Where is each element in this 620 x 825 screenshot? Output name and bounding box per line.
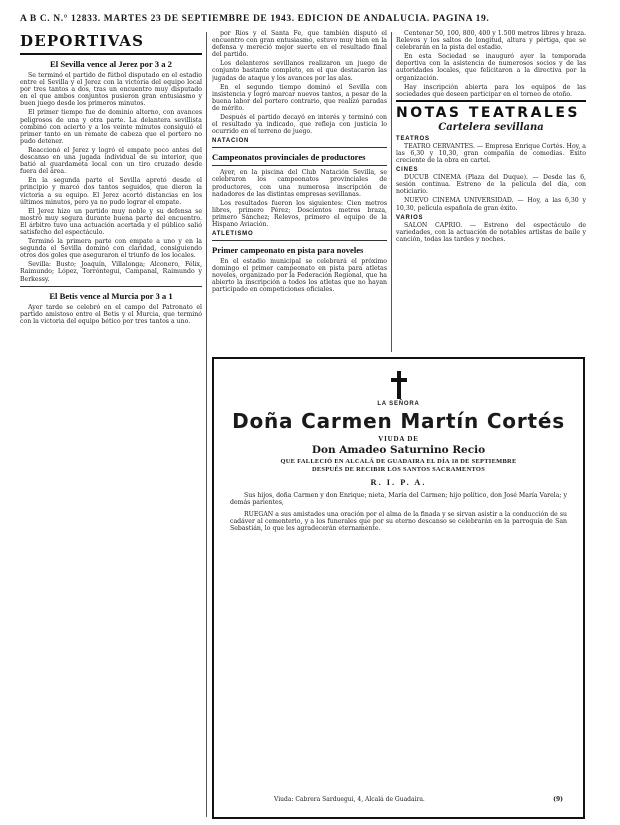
article-paragraph: Después el partido decayó en interés y terminó con el resultado ya indicado, que refleja con justicia lo ocurrido en el terreno de juego. [212, 114, 387, 136]
notice-code: (9) [553, 796, 563, 803]
divider [20, 286, 202, 287]
article-paragraph: Reaccionó el Jerez y logró el empate poco antes del descanso en una jugada individual de su interior, que batió al guardameta local con un tiro cruzado desde fuera del área. [20, 146, 202, 176]
article-paragraph: En el segundo tiempo dominó el Sevilla con insistencia y logró marcar nuevos tantos, a pesar de la buena labor del portero contrario, que realizó paradas de mérito. [212, 83, 387, 112]
category-label: VARIOS [396, 214, 424, 221]
article-paragraph: Ayer tarde se celebró en el campo del Patronato el partido amistoso entre el Betis y el Murcia, que terminó con la victoria del equipo bético por tres tantos a uno. [20, 303, 202, 325]
notice-sacraments-line: DESPUÉS DE RECIBIR LOS SANTOS SACRAMENTOS [311, 466, 486, 473]
section-title: DEPORTIVAS [20, 32, 145, 50]
category-label: TEATROS [396, 135, 430, 142]
article-paragraph: Ayer, en la piscina del Club Natación Sevilla, se celebraron los campeonatos provinciales de productores, con una numerosa inscripción de nadadores de las distintas empresas sevillanas. [212, 169, 387, 198]
notice-intro: LA SEÑORA [377, 401, 420, 407]
article-paragraph: Centenar 50, 100, 800, 400 y 1.500 metros libres y braza. Relevos y los saltos de longitud, altura y pértiga, que se celebrarán en la pista del estadio. [396, 30, 586, 52]
rubric-label: ATLETISMO [212, 231, 254, 238]
category-label: CINES [396, 167, 419, 174]
husband-name: Don Amadeo Saturnino Recio [311, 444, 486, 456]
article-paragraph: por Ríos y el Santa Fe, que también disputó el encuentro con gran entusiasmo, estuvo muy bien en la defensa y mereció mejor suerte en el resultado final del partido. [212, 30, 387, 59]
article-headline: El Betis vence al Murcia por 3 a 1 [49, 290, 173, 301]
divider [212, 240, 387, 241]
article-paragraph: Los resultados fueron los siguientes: Cien metros libres, primero Pérez; Doscientos metros braza, primero Sánchez; Relevos, primero el equipo de la Hispano Aviación. [212, 199, 387, 228]
article-paragraph: Hay inscripción abierta para los equipos de las sociedades que deseen participar en el torneo de otoño. [396, 83, 586, 98]
section-subtitle: Cartelera sevillana [438, 121, 544, 133]
article-paragraph: Sevilla: Busto; Joaquín, Villalonga; Alconero, Félix, Raimundo; López, Torróntegui, Campanal, Raimundo y Berkessy. [20, 261, 202, 283]
notice-death-line: QUE FALLECIÓ EN ALCALÁ DE GUADAIRA EL DÍA 18 DE SEPTIEMBRE [280, 458, 517, 465]
section-title: NOTAS TEATRALES [396, 104, 580, 121]
listing-entry: NUEVO CINEMA UNIVERSIDAD. — Hoy, a las 6,30 y 10,30, película española de gran éxito. [396, 197, 586, 212]
article-paragraph: En el estadio municipal se celebrará el próximo domingo el primer campeonato en pista para atletas noveles, organizado por la Federación Regional, que ha abierto la inscripción a todos los atletas que no hayan participado en competiciones oficiales. [212, 258, 387, 294]
article-paragraph: El primer tiempo fue de dominio alterno, con avances peligrosos de una y otra parte. La delantera sevillista combinó con acierto y a los veinte minutos consiguió el primer tanto en un remate de cabeza que el portero no pudo detener. [20, 109, 202, 145]
article-paragraph: En la segunda parte el Sevilla apretó desde el principio y marcó dos tantos seguidos, que dieron la victoria a su equipo. El Jerez acortó distancias en los últimos minutos, pero ya no pudo lograr el empate. [20, 177, 202, 206]
article-headline: Campeonatos provinciales de productores [212, 152, 366, 163]
theatre-column [396, 30, 586, 352]
cross-icon [389, 371, 409, 399]
sports-column [20, 30, 202, 820]
listing-entry: TEATRO CERVANTES. — Empresa Enrique Cortés. Hoy, a las 6,30 y 10,30, gran compañía de comedias. Éxito creciente de la obra en cartel. [396, 142, 586, 165]
article-paragraph: El Jerez hizo un partido muy noble y su defensa se mostró muy segura durante buena parte del encuentro. El árbitro tuvo una actuación acertada y el público salió satisfecho del espectáculo. [20, 207, 202, 236]
rubric-label: NATACION [212, 138, 250, 145]
column-rule [206, 32, 207, 817]
divider [212, 147, 387, 148]
sports-column-2 [212, 30, 387, 352]
divider [212, 165, 387, 166]
article-paragraph: En esta Sociedad se inauguró ayer la temporada deportiva con la asistencia de numerosos socios y de las autoridades locales, que felicitaron a la directiva por la organización. [396, 53, 586, 82]
article-headline: El Sevilla vence al Jerez por 3 a 2 [50, 59, 172, 69]
notice-rip: R. I. P. A. [370, 478, 427, 487]
notice-address: Viuda: Cabrera Sarduegui, 4, Alcalá de Guadaira. [274, 796, 425, 803]
notice-widow-label: VIUDA DE [378, 435, 419, 443]
article-paragraph: Terminó la primera parte con empate a uno y en la segunda el Sevilla dominó con claridad, consiguiendo otros dos goles que aseguraron el triunfo de los locales. [20, 238, 202, 260]
listing-entry: DUCUB CINEMA (Plaza del Duque). — Desde las 6, sesión continua. Estreno de la película del día, con noticiario. [396, 174, 586, 196]
notice-request: RUEGAN a sus amistades una oración por el alma de la finada y se sirvan asistir a la conducción de su cadáver al cementerio, y a los funerales que por su eterno descanso se celebrarán en la parroquia de San Sebastián, lo que les agradecerán eternamente. [230, 510, 567, 533]
divider [396, 100, 586, 102]
article-paragraph: Se terminó el partido de fútbol disputado en el estadio entre el Sevilla y el Jerez con la victoria del equipo local por tres tantos a dos, tras un encuentro muy disputado en el que ambos conjuntos pusieron gran entusiasmo y buen juego desde los primeros minutos. [20, 72, 202, 108]
divider [20, 53, 202, 55]
deceased-name: Doña Carmen Martín Cortés [232, 409, 565, 433]
listing-entry: SALON CAPRIO. — Estreno del espectáculo de variedades, con la actuación de notables artistas de baile y canción, todas las tardes y noches. [396, 221, 586, 243]
page-masthead: A B C. N.° 12833. MARTES 23 DE SEPTIEMBRE DE 1943. EDICION DE ANDALUCIA. PAGINA 19. [20, 14, 490, 24]
article-headline: Primer campeonato en pista para noveles [212, 245, 364, 256]
article-paragraph: Los delanteros sevillanos realizaron un juego de conjunto bastante completo, en el que destacaron las jugadas de ataque y los avances por las alas. [212, 60, 387, 82]
death-notice [212, 357, 585, 819]
notice-family: Sus hijos, doña Carmen y don Enrique; nieta, María del Carmen; hijo político, don José María Varela; y demás parientes, [230, 492, 567, 507]
column-rule [391, 32, 392, 352]
